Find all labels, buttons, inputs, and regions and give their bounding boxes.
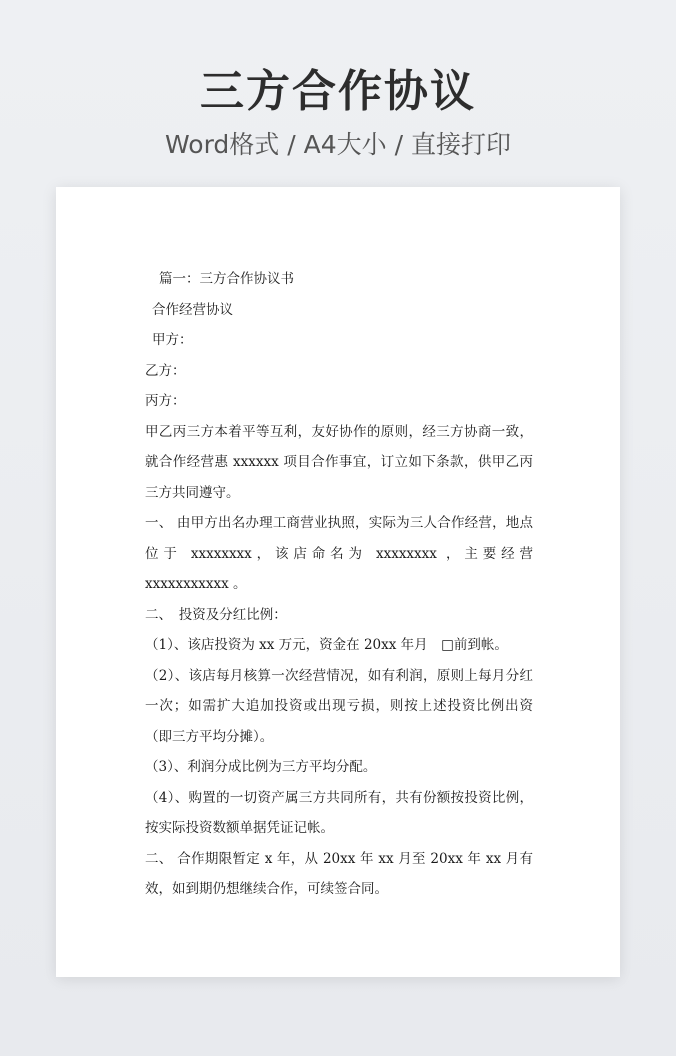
sub-clause-1: （1）、该店投资为 xx 万元，资金在 20xx 年月 □前到帐。 [145, 637, 508, 653]
document-page [56, 187, 620, 977]
preamble-paragraph: 甲乙丙三方本着平等互利，友好协作的原则，经三方协商一致，就合作经营惠 xxxxxx 项目合作事宜，订立如下条款，供甲乙丙三方共同遵守。 [145, 423, 533, 501]
term-clause-paragraph: 二、 合作期限暂定 x 年，从 20xx 年 xx 月至 20xx 年 xx 月有效，如到期仍想继续合作，可续签合同。 [145, 850, 533, 897]
sub-clause-3: （3）、利润分成比例为三方平均分配。 [145, 759, 377, 775]
clause-one-paragraph: 一、 由甲方出名办理工商营业执照，实际为三人合作经营，地点位于 xxxxxxxx，该店命名为 xxxxxxxx ，主要经营 xxxxxxxxxxx 。 [145, 515, 533, 592]
party-c-line: 丙方： [145, 393, 186, 409]
page-header [0, 62, 676, 162]
sub-clause-2: （2）、该店每月核算一次经营情况，如有利润，原则上每月分红一次；如需扩大追加投资或出现亏损，则按上述投资比例出资（即三方平均分摊）。 [145, 667, 533, 745]
party-a-line: 甲方： [152, 332, 193, 348]
page-subtitle: Word格式 / A4大小 / 直接打印 [165, 130, 511, 159]
document-subheading: 合作经营协议 [152, 301, 233, 318]
sub-clause-4: （4）、购置的一切资产属三方共同所有，共有份额按投资比例，按实际投资数额单据凭证记帐。 [145, 789, 533, 836]
document-body [145, 264, 533, 905]
clause-two-heading: 二、 投资及分红比例： [145, 606, 287, 623]
party-b-line: 乙方： [145, 362, 186, 379]
page-title: 三方合作协议 [200, 66, 476, 117]
document-heading: 篇一：三方合作协议书 [159, 271, 294, 287]
